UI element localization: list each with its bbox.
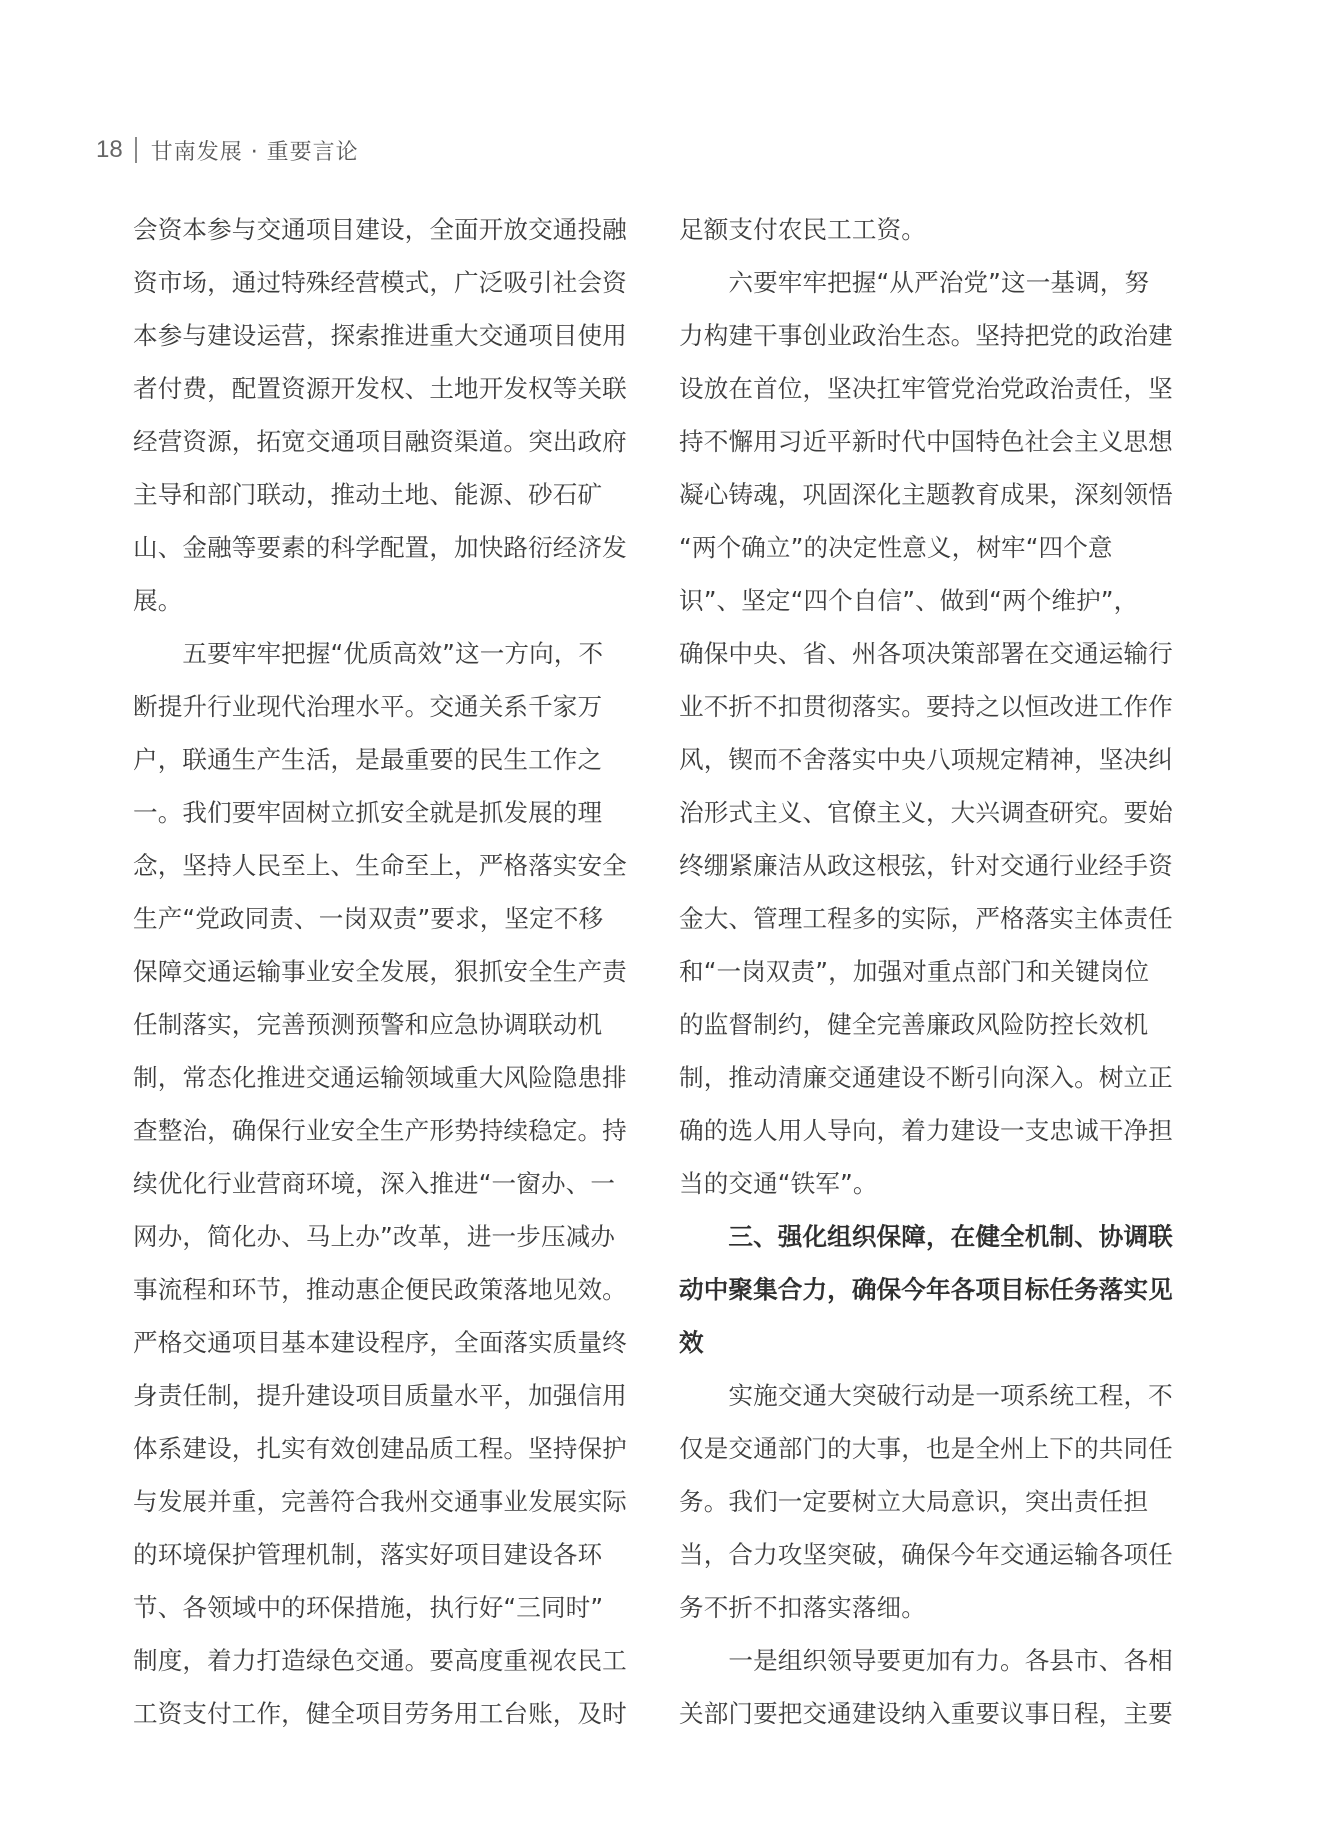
text-line: 节、各领域中的环保措施，执行好“三同时” [133,1593,604,1622]
text-line: 当的交通“铁军”。 [679,1169,878,1198]
text-line: 业不折不扣贯彻落实。要持之以恒改进工作作 [679,692,1173,721]
left-column [133,203,631,1740]
text-line: 制度，着力打造绿色交通。要高度重视农民工 [133,1646,627,1675]
text-line: 确保中央、省、州各项决策部署在交通运输行 [679,639,1173,668]
text-line: 关部门要把交通建设纳入重要议事日程，主要 [679,1699,1173,1728]
text-line: 山、金融等要素的科学配置，加快路衍经济发 [133,533,627,562]
text-line: 续优化行业营商环境，深入推进“一窗办、一 [133,1169,616,1198]
text-line: 实施交通大突破行动是一项系统工程，不 [679,1381,1173,1410]
text-line: 仅是交通部门的大事，也是全州上下的共同任 [679,1434,1173,1463]
text-line: 资市场，通过特殊经营模式，广泛吸引社会资 [133,268,627,297]
text-line: 确的选人用人导向，着力建设一支忠诚干净担 [679,1116,1173,1145]
text-line: 治形式主义、官僚主义，大兴调查研究。要始 [679,798,1173,827]
text-line: 六要牢牢把握“从严治党”这一基调，努 [679,268,1150,297]
text-line: 设放在首位，坚决扛牢管党治党政治责任，坚 [679,374,1173,403]
text-line: 严格交通项目基本建设程序，全面落实质量终 [133,1328,627,1357]
running-title: 甘南发展 · 重要言论 [150,139,359,165]
text-line: 保障交通运输事业安全发展，狠抓安全生产责 [133,957,627,986]
page-header [96,130,359,170]
text-line: 会资本参与交通项目建设，全面开放交通投融 [133,215,627,244]
text-line: 五要牢牢把握“优质高效”这一方向，不 [133,639,604,668]
text-line: 力构建干事创业政治生态。坚持把党的政治建 [679,321,1173,350]
text-line: 的监督制约，健全完善廉政风险防控长效机 [679,1010,1149,1039]
section-heading-line: 效 [679,1328,704,1357]
text-line: 金大、管理工程多的实际，严格落实主体责任 [679,904,1173,933]
text-line: 凝心铸魂，巩固深化主题教育成果，深刻领悟 [679,480,1173,509]
text-line: 断提升行业现代治理水平。交通关系千家万 [133,692,603,721]
text-line: 身责任制，提升建设项目质量水平，加强信用 [133,1381,627,1410]
text-line: 事流程和环节，推动惠企便民政策落地见效。 [133,1275,627,1304]
text-line: 终绷紧廉洁从政这根弦，针对交通行业经手资 [679,851,1173,880]
text-line: 风，锲而不舍落实中央八项规定精神，坚决纠 [679,745,1173,774]
text-line: 一。我们要牢固树立抓安全就是抓发展的理 [133,798,603,827]
text-line: 制，推动清廉交通建设不断引向深入。树立正 [679,1063,1173,1092]
section-heading-line: 动中聚集合力，确保今年各项目标任务落实见 [679,1275,1173,1304]
text-line: 主导和部门联动，推动土地、能源、砂石矿 [133,480,603,509]
text-line: 经营资源，拓宽交通项目融资渠道。突出政府 [133,427,627,456]
text-line: 的环境保护管理机制，落实好项目建设各环 [133,1540,603,1569]
text-line: 网办，简化办、马上办”改革，进一步压减办 [133,1222,616,1251]
text-line: 户，联通生产生活，是最重要的民生工作之 [133,745,603,774]
text-line: 工资支付工作，健全项目劳务用工台账，及时 [133,1699,627,1728]
section-heading-line: 三、强化组织保障，在健全机制、协调联 [679,1222,1173,1251]
text-line: 任制落实，完善预测预警和应急协调联动机 [133,1010,603,1039]
page-number: 18 [96,136,123,163]
text-line: 务。我们一定要树立大局意识，突出责任担 [679,1487,1149,1516]
text-line: “两个确立”的决定性意义，树牢“四个意 [679,533,1113,562]
text-line: 念，坚持人民至上、生命至上，严格落实安全 [133,851,627,880]
text-line: 与发展并重，完善符合我州交通事业发展实际 [133,1487,627,1516]
text-line: 当，合力攻坚突破，确保今年交通运输各项任 [679,1540,1173,1569]
text-line: 和“一岗双责”，加强对重点部门和关键岗位 [679,957,1150,986]
text-line: 持不懈用习近平新时代中国特色社会主义思想 [679,427,1173,456]
text-line: 识”、坚定“四个自信”、做到“两个维护”， [679,586,1139,615]
text-line: 务不折不扣落实落细。 [679,1593,926,1622]
header-divider [135,137,137,163]
right-column [679,203,1177,1740]
text-line: 体系建设，扎实有效创建品质工程。坚持保护 [133,1434,627,1463]
text-line: 本参与建设运营，探索推进重大交通项目使用 [133,321,627,350]
text-line: 生产“党政同责、一岗双责”要求，坚定不移 [133,904,604,933]
text-line: 制，常态化推进交通运输领域重大风险隐患排 [133,1063,627,1092]
text-line: 展。 [133,586,183,615]
text-line: 者付费，配置资源开发权、土地开发权等关联 [133,374,627,403]
text-line: 一是组织领导要更加有力。各县市、各相 [679,1646,1173,1675]
text-line: 足额支付农民工工资。 [679,215,926,244]
text-line: 查整治，确保行业安全生产形势持续稳定。持 [133,1116,627,1145]
